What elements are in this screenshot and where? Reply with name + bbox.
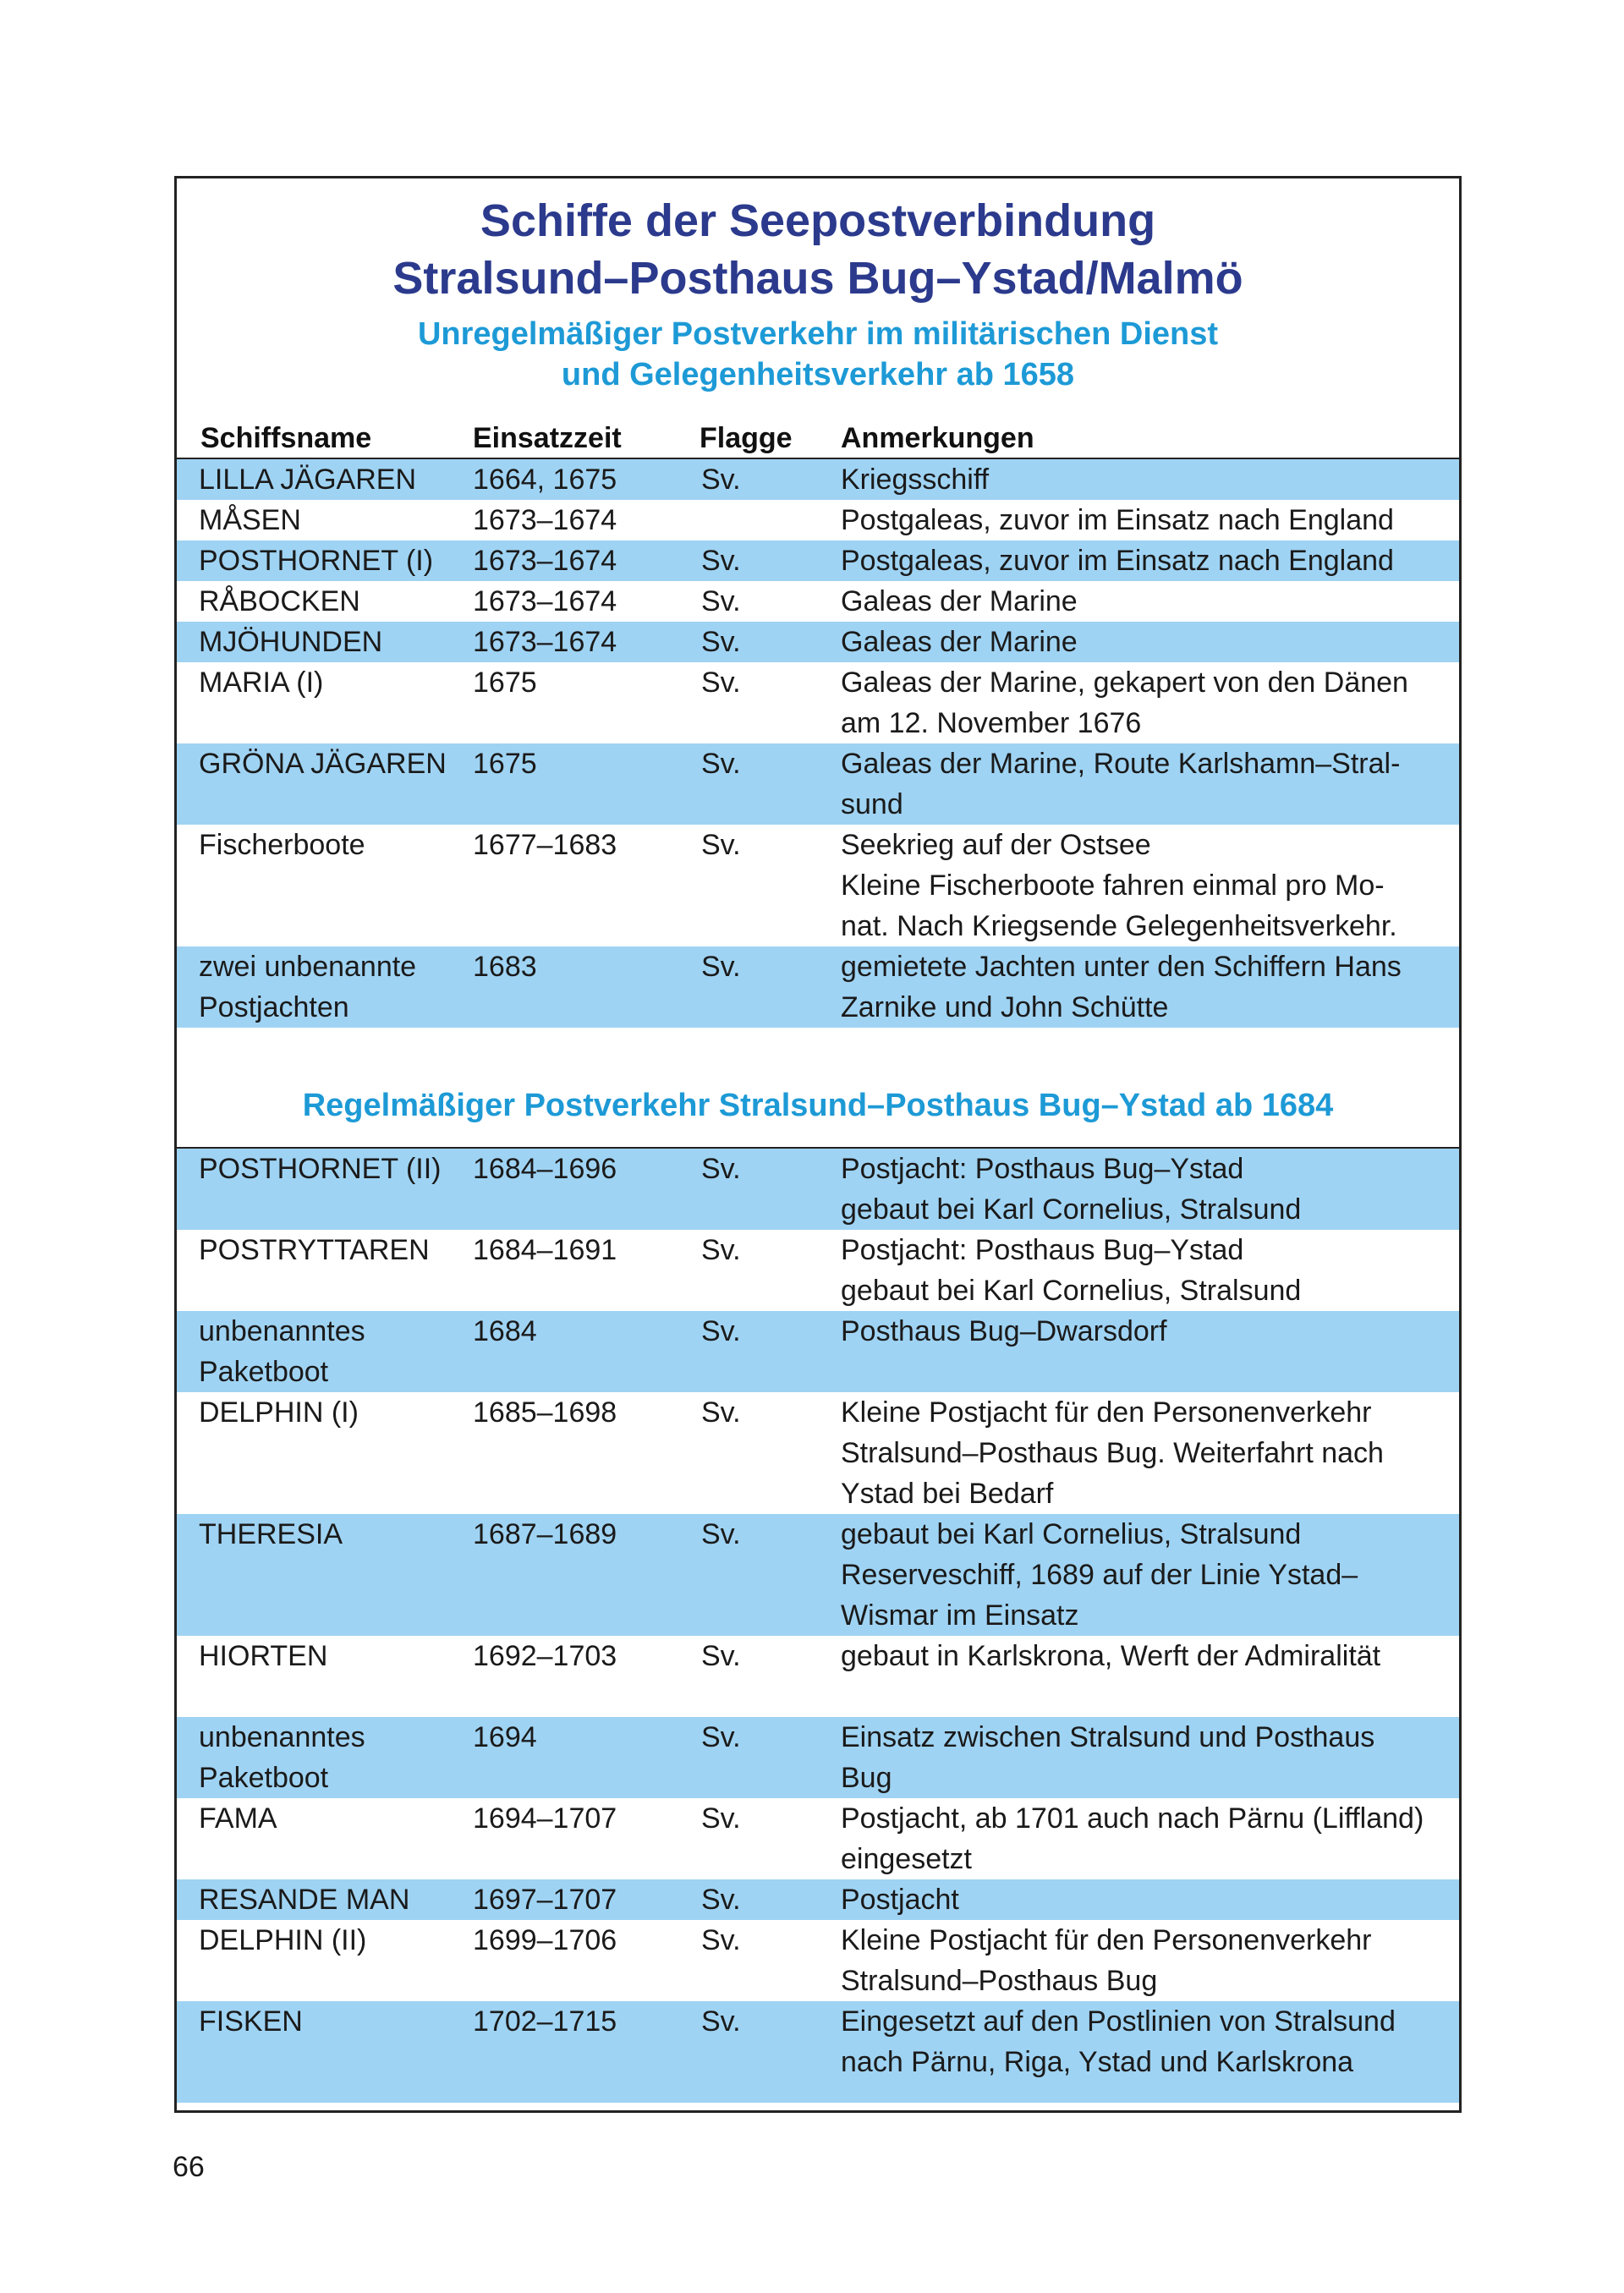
cell-anmerkungen [841,1392,1438,1514]
cell-schiffsname [199,743,461,784]
note-line: Ystad bei Bedarf [841,1478,1054,1510]
cell-flagge: Sv. [701,1234,741,1266]
cell-anmerkungen [841,1514,1438,1636]
note-line: Postgaleas, zuvor im Einsatz nach England [841,504,1394,536]
ship-name-line: MARIA (I) [199,667,324,699]
cell-schiffsname [199,825,461,865]
note-line: nach Pärnu, Riga, Ystad und Karlskrona [841,2046,1354,2078]
ship-name-line: POSTHORNET (II) [199,1153,442,1185]
cell-flagge: Sv. [701,1315,741,1347]
cell-einsatzzeit: 1684 [473,1315,537,1347]
table-row [177,1311,1459,1392]
cell-anmerkungen [841,743,1438,825]
ship-name-line: HIORTEN [199,1640,328,1672]
table-row [177,1149,1459,1230]
cell-anmerkungen [841,662,1438,743]
table-row [177,459,1459,500]
ship-name-line: GRÖNA JÄGAREN [199,748,447,780]
header-flagge: Flagge [700,422,793,454]
cell-einsatzzeit: 1664, 1675 [473,464,617,496]
note-line: Postjacht: Posthaus Bug–Ystad [841,1153,1244,1185]
table-row [177,1717,1459,1798]
cell-einsatzzeit: 1673–1674 [473,626,617,658]
table-row [177,540,1459,581]
ship-name-line: LILLA JÄGAREN [199,464,417,496]
cell-anmerkungen [841,459,1438,500]
cell-einsatzzeit: 1694–1707 [473,1802,617,1835]
cell-flagge: Sv. [701,748,741,780]
cell-einsatzzeit: 1683 [473,951,537,983]
cell-schiffsname [199,1311,461,1392]
cell-anmerkungen [841,946,1438,1028]
cell-anmerkungen [841,540,1438,581]
cell-schiffsname [199,581,461,622]
cell-anmerkungen [841,622,1438,662]
note-line: Postgaleas, zuvor im Einsatz nach England [841,545,1394,577]
ship-name-line: Postjachten [199,991,349,1023]
note-line: Kleine Fischerboote fahren einmal pro Mo- [841,869,1385,902]
note-line: Galeas der Marine [841,585,1078,617]
cell-flagge: Sv. [701,1396,741,1429]
ship-name-line: POSTHORNET (I) [199,545,434,577]
note-line: Eingesetzt auf den Postlinien von Stralsund [841,2005,1396,2038]
cell-schiffsname [199,946,461,1028]
note-line: gebaut bei Karl Cornelius, Stralsund [841,1193,1302,1226]
note-line: Postjacht [841,1884,959,1916]
cell-einsatzzeit: 1687–1689 [473,1518,617,1550]
note-line: Wismar im Einsatz [841,1599,1079,1632]
cell-einsatzzeit: 1677–1683 [473,829,617,861]
ship-name-line: zwei unbenannte [199,951,417,983]
table-row [177,1920,1459,2001]
cell-schiffsname [199,1230,461,1270]
cell-einsatzzeit: 1673–1674 [473,545,617,577]
cell-flagge: Sv. [701,951,741,983]
cell-flagge: Sv. [701,1924,741,1956]
page-title-line-2: Stralsund–Posthaus Bug–Ystad/Malmö [392,253,1243,304]
note-line: Reserveschiff, 1689 auf der Linie Ystad– [841,1559,1358,1591]
cell-anmerkungen [841,581,1438,622]
ship-name-line: RESANDE MAN [199,1884,410,1916]
cell-schiffsname [199,1717,461,1798]
cell-schiffsname [199,1798,461,1839]
table-row [177,622,1459,662]
ship-name-line: DELPHIN (I) [199,1396,359,1429]
cell-schiffsname [199,1879,461,1920]
header-schiffsname: Schiffsname [200,422,372,454]
cell-flagge: Sv. [701,829,741,861]
ship-name-line: MJÖHUNDEN [199,626,383,658]
note-line: Stralsund–Posthaus Bug. Weiterfahrt nach [841,1437,1384,1469]
ship-name-line: RÅBOCKEN [199,585,360,617]
note-line: Kriegsschiff [841,464,990,496]
note-line: nat. Nach Kriegsende Gelegenheitsverkehr. [841,910,1397,942]
note-line: Galeas der Marine [841,626,1078,658]
note-line: Galeas der Marine, gekapert von den Dänen [841,667,1408,699]
table-row [177,1230,1459,1311]
table-row [177,1636,1459,1717]
table-row [177,825,1459,946]
note-line: gebaut in Karlskrona, Werft der Admiralität [841,1640,1381,1672]
note-line: gemietete Jachten unter den Schiffern Hans [841,951,1402,983]
page-title-line-1: Schiffe der Seepostverbindung [480,195,1156,246]
cell-flagge: Sv. [701,1884,741,1916]
note-line: Galeas der Marine, Route Karlshamn–Stral- [841,748,1401,780]
cell-flagge: Sv. [701,2005,741,2038]
cell-einsatzzeit: 1699–1706 [473,1924,617,1956]
note-line: Stralsund–Posthaus Bug [841,1965,1158,1997]
cell-schiffsname [199,622,461,662]
cell-einsatzzeit: 1675 [473,667,537,699]
cell-flagge: Sv. [701,464,741,496]
ship-name-line: FAMA [199,1802,277,1835]
cell-einsatzzeit: 1697–1707 [473,1884,617,1916]
cell-anmerkungen [841,1311,1438,1352]
table-row [177,1392,1459,1514]
ship-name-line: unbenanntes [199,1315,365,1347]
table-row [177,1798,1459,1879]
cell-einsatzzeit: 1684–1691 [473,1234,617,1266]
ship-name-line: unbenanntes [199,1721,365,1753]
ship-name-line: DELPHIN (II) [199,1924,367,1956]
cell-schiffsname [199,500,461,540]
note-line: Kleine Postjacht für den Personenverkehr [841,1924,1372,1956]
table-row [177,500,1459,540]
note-line: Einsatz zwischen Stralsund und Posthaus [841,1721,1375,1753]
table-row [177,1514,1459,1636]
note-line: Kleine Postjacht für den Personenverkehr [841,1396,1372,1429]
note-line: Zarnike und John Schütte [841,991,1169,1023]
cell-anmerkungen [841,825,1438,946]
cell-flagge: Sv. [701,1802,741,1835]
ship-name-line: Paketboot [199,1356,329,1388]
cell-schiffsname [199,662,461,703]
cell-einsatzzeit: 1692–1703 [473,1640,617,1672]
cell-flagge: Sv. [701,626,741,658]
table-header [177,417,1459,459]
cell-schiffsname [199,1149,461,1189]
cell-einsatzzeit: 1673–1674 [473,504,617,536]
cell-anmerkungen [841,1230,1438,1311]
table-row [177,581,1459,622]
cell-anmerkungen [841,1717,1438,1798]
cell-anmerkungen [841,1798,1438,1879]
cell-flagge: Sv. [701,1721,741,1753]
table-row [177,743,1459,825]
cell-anmerkungen [841,1636,1438,1676]
note-line: eingesetzt [841,1843,972,1875]
cell-flagge: Sv. [701,1518,741,1550]
note-line: Postjacht, ab 1701 auch nach Pärnu (Liffland) [841,1802,1424,1835]
ship-name-line: Fischerboote [199,829,365,861]
cell-schiffsname [199,459,461,500]
section1-subtitle-line-1: Unregelmäßiger Postverkehr im militärischen Dienst [417,316,1219,352]
cell-schiffsname [199,1636,461,1676]
cell-flagge: Sv. [701,1153,741,1185]
cell-anmerkungen [841,2001,1438,2082]
table-row [177,2001,1459,2103]
cell-schiffsname [199,1392,461,1433]
table-row [177,1879,1459,1920]
table-row [177,946,1459,1028]
cell-schiffsname [199,1920,461,1961]
cell-schiffsname [199,1514,461,1555]
cell-einsatzzeit: 1675 [473,748,537,780]
cell-flagge: Sv. [701,667,741,699]
note-line: am 12. November 1676 [841,707,1142,739]
cell-einsatzzeit: 1694 [473,1721,537,1753]
note-line: Posthaus Bug–Dwarsdorf [841,1315,1167,1347]
cell-einsatzzeit: 1684–1696 [473,1153,617,1185]
ship-name-line: Paketboot [199,1762,329,1794]
cell-flagge: Sv. [701,1640,741,1672]
cell-einsatzzeit: 1702–1715 [473,2005,617,2038]
note-line: Bug [841,1762,892,1794]
section1-subtitle-line-2: und Gelegenheitsverkehr ab 1658 [561,357,1075,392]
cell-anmerkungen [841,500,1438,540]
note-line: gebaut bei Karl Cornelius, Stralsund [841,1275,1302,1307]
header-anmerkungen: Anmerkungen [841,422,1034,454]
cell-schiffsname [199,540,461,581]
cell-anmerkungen [841,1879,1438,1920]
ship-name-line: MÅSEN [199,504,301,536]
ship-name-line: THERESIA [199,1518,343,1550]
cell-anmerkungen [841,1920,1438,2001]
note-line: gebaut bei Karl Cornelius, Stralsund [841,1518,1302,1550]
cell-flagge: Sv. [701,585,741,617]
cell-einsatzzeit: 1685–1698 [473,1396,617,1429]
table-frame [174,176,1462,2113]
section2-subtitle: Regelmäßiger Postverkehr Stralsund–Posthaus Bug–Ystad ab 1684 [302,1088,1334,1123]
cell-flagge: Sv. [701,545,741,577]
note-line: Seekrieg auf der Ostsee [841,829,1151,861]
cell-schiffsname [199,2001,461,2042]
cell-einsatzzeit: 1673–1674 [473,585,617,617]
ship-name-line: FISKEN [199,2005,303,2038]
header-einsatzzeit: Einsatzzeit [473,422,622,454]
ship-name-line: POSTRYTTAREN [199,1234,430,1266]
note-line: Postjacht: Posthaus Bug–Ystad [841,1234,1244,1266]
page-number: 66 [173,2151,205,2183]
note-line: sund [841,788,903,820]
cell-anmerkungen [841,1149,1438,1230]
table-row [177,662,1459,743]
